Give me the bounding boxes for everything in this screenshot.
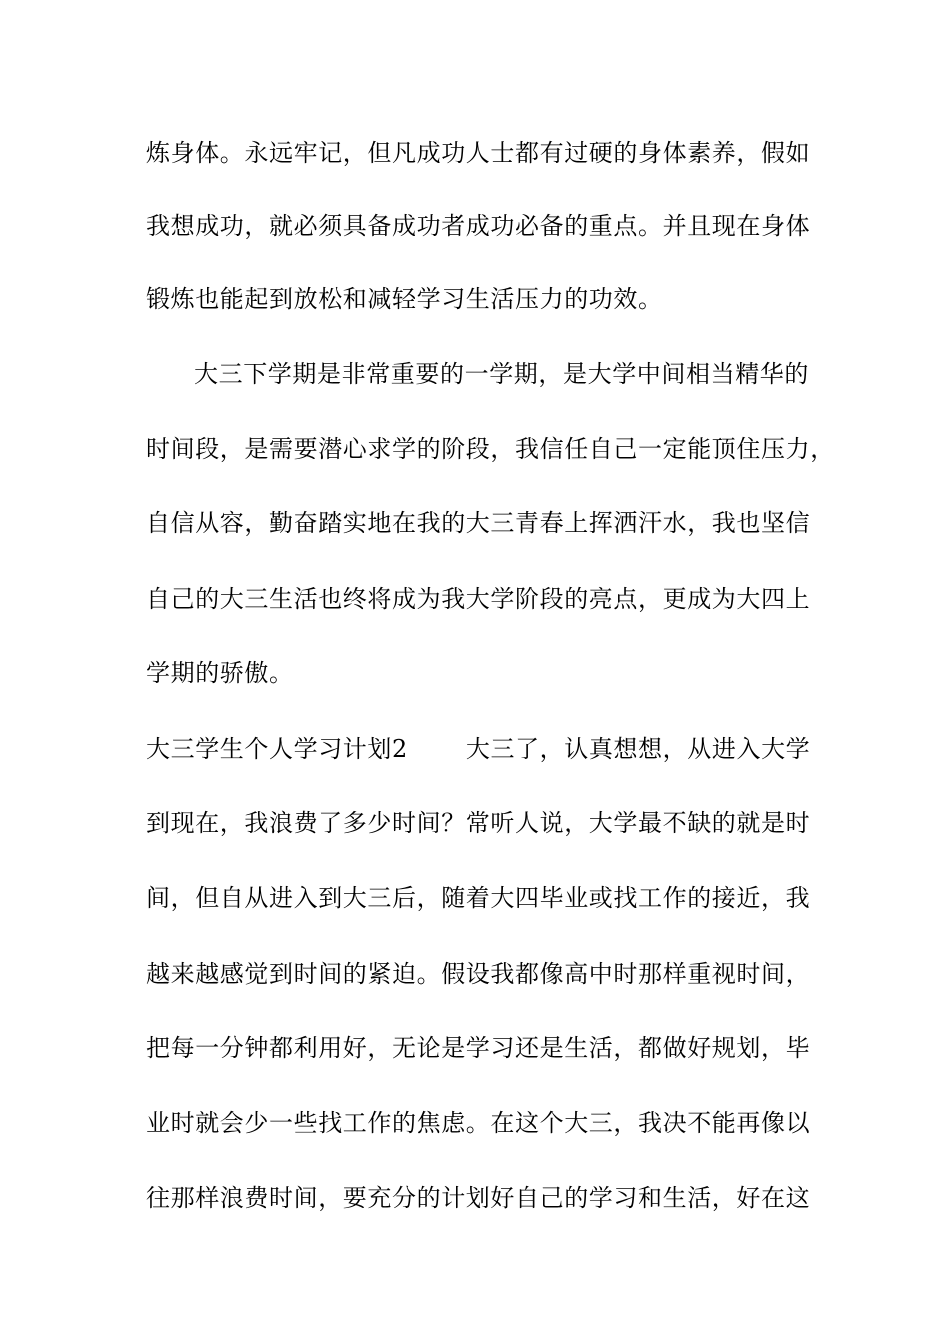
text-line: 到现在，我浪费了多少时间？常听人说，大学最不缺的就是时: [146, 809, 811, 837]
text-line: 自己的大三生活也终将成为我大学阶段的亮点，更成为大四上: [146, 585, 811, 613]
text-line: 业时就会少一些找工作的焦虑。在这个大三，我决不能再像以: [146, 1109, 811, 1137]
section-line: [146, 731, 836, 767]
text-line: 越来越感觉到时间的紧迫。假设我都像高中时那样重视时间，: [146, 960, 811, 988]
text-line: 时间段，是需要潜心求学的阶段，我信任自己一定能顶住压力，: [146, 435, 835, 463]
section-first-line: 大三了，认真想想，从进入大学: [465, 735, 811, 763]
paragraph-first-line: 大三下学期是非常重要的一学期，是大学中间相当精华的: [194, 360, 809, 388]
text-line: 自信从容，勤奋踏实地在我的大三青春上挥洒汗水，我也坚信: [146, 509, 811, 537]
text-line: 炼身体。永远牢记，但凡成功人士都有过硬的身体素养，假如: [146, 139, 811, 167]
text-line: 往那样浪费时间，要充分的计划好自己的学习和生活，好在这: [146, 1184, 811, 1212]
text-line: 锻炼也能起到放松和减轻学习生活压力的功效。: [146, 285, 663, 313]
text-line: 间，但自从进入到大三后，随着大四毕业或找工作的接近，我: [146, 884, 811, 912]
text-line: 学期的骄傲。: [146, 659, 294, 687]
text-line: 我想成功，就必须具备成功者成功必备的重点。并且现在身体: [146, 212, 811, 240]
section-title: 大三学生个人学习计划2: [146, 735, 408, 763]
text-line: 把每一分钟都利用好，无论是学习还是生活，都做好规划，毕: [146, 1034, 811, 1062]
